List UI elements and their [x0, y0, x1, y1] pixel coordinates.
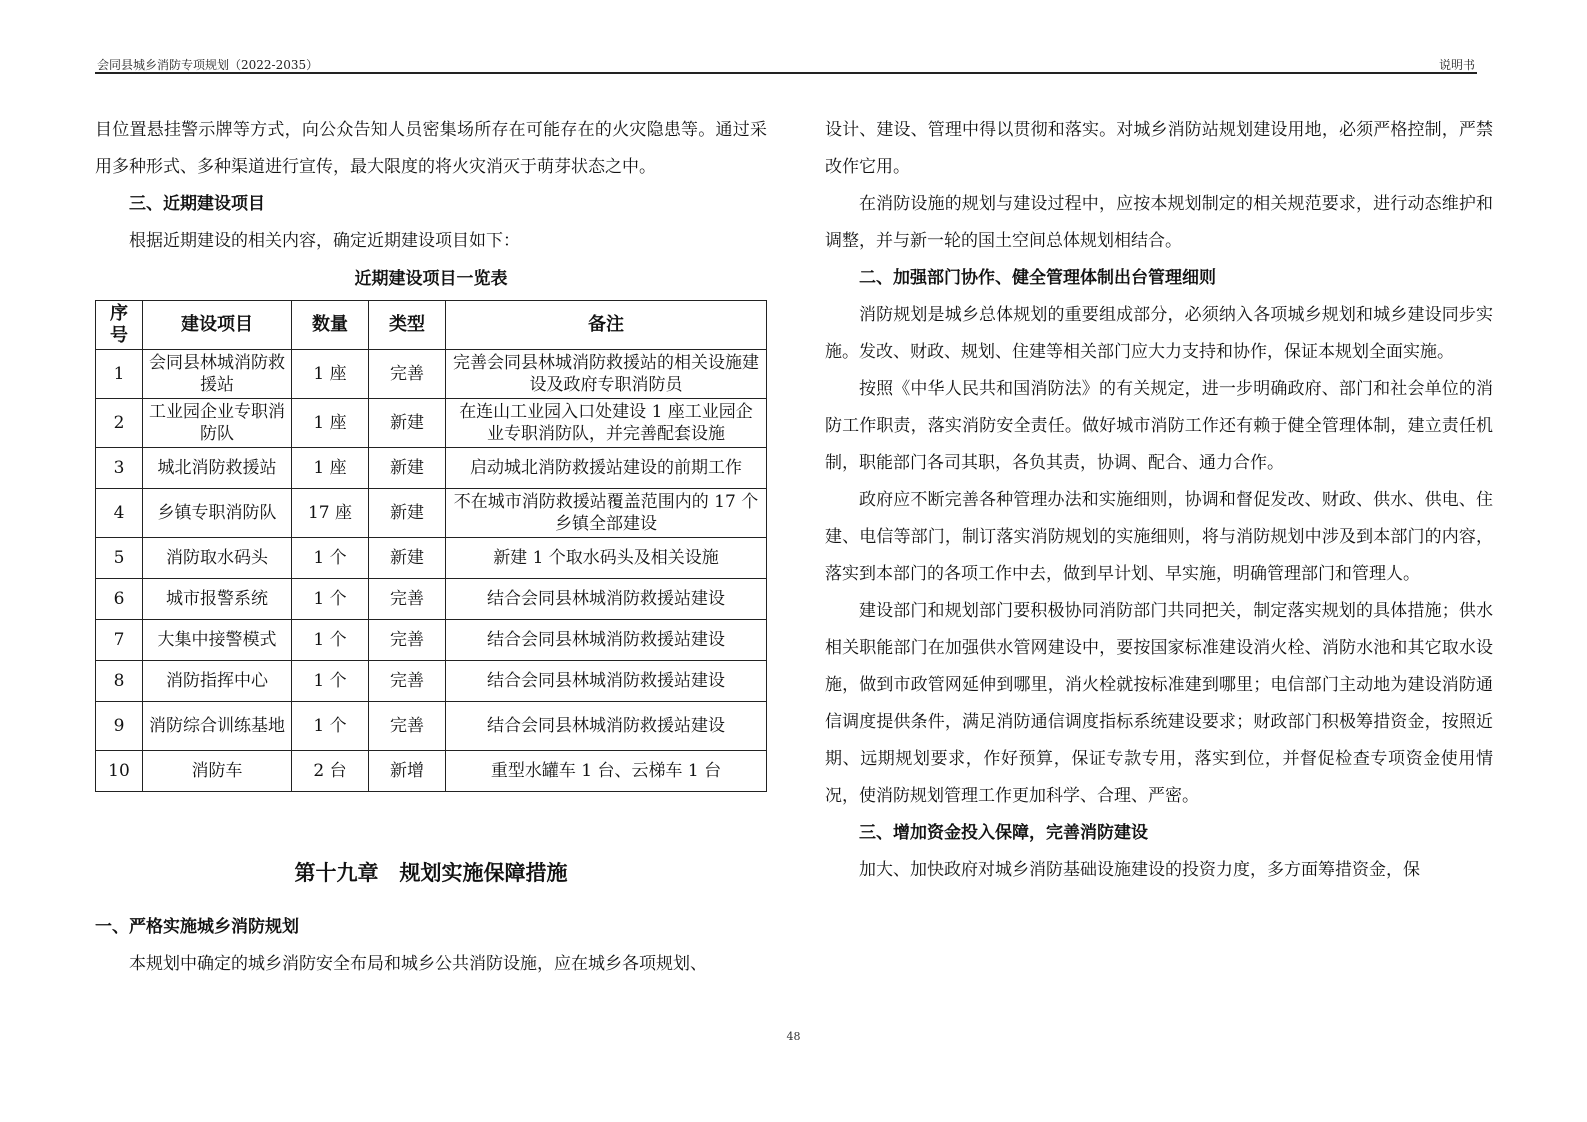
- table-cell: 4: [96, 489, 143, 538]
- table-cell: 1 座: [292, 350, 369, 399]
- table-cell: 1: [96, 350, 143, 399]
- table-header-cell: 类型: [369, 301, 446, 350]
- table-cell: 7: [96, 620, 143, 661]
- table-cell: 大集中接警模式: [143, 620, 292, 661]
- table-cell: 会同县林城消防救援站: [143, 350, 292, 399]
- table-cell: 1 个: [292, 538, 369, 579]
- left-paragraph-3: 本规划中确定的城乡消防安全布局和城乡公共消防设施，应在城乡各项规划、: [129, 954, 707, 974]
- chapter-title: 第十九章 规划实施保障措施: [294, 860, 568, 885]
- table-cell: 9: [96, 702, 143, 751]
- table-cell: 1 个: [292, 620, 369, 661]
- table-row: [96, 350, 767, 399]
- heading-near-term-projects: 三、近期建设项目: [129, 194, 265, 214]
- table-cell: 17 座: [292, 489, 369, 538]
- table-cell: 消防指挥中心: [143, 661, 292, 702]
- right-paragraph-4: 按照《中华人民共和国消防法》的有关规定，进一步明确政府、部门和社会单位的消防工作职责，落实消防安全责任。做好城市消防工作还有赖于健全管理体制，建立责任机制，职能部门各司其职，各负其责，协调、配合、通力合作。: [825, 379, 1493, 473]
- table-cell: 结合会同县林城消防救援站建设: [446, 661, 767, 702]
- table-cell: 工业园企业专职消防队: [143, 399, 292, 448]
- table-row: [96, 620, 767, 661]
- table-cell: 完善: [369, 350, 446, 399]
- table-cell: 消防综合训练基地: [143, 702, 292, 751]
- page-number: 48: [786, 1030, 801, 1043]
- table-row: [96, 579, 767, 620]
- right-paragraph-2: 在消防设施的规划与建设过程中，应按本规划制定的相关规范要求，进行动态维护和调整，并与新一轮的国土空间总体规划相结合。: [825, 194, 1493, 251]
- heading-department-cooperation: 二、加强部门协作、健全管理体制出台管理细则: [859, 268, 1216, 288]
- table-cell: 乡镇专职消防队: [143, 489, 292, 538]
- table-cell: 结合会同县林城消防救援站建设: [446, 579, 767, 620]
- table-row: [96, 702, 767, 751]
- table-cell: 消防取水码头: [143, 538, 292, 579]
- table-cell: 新建: [369, 399, 446, 448]
- right-paragraph-1: 设计、建设、管理中得以贯彻和落实。对城乡消防站规划建设用地，必须严格控制，严禁改作它用。: [825, 120, 1493, 177]
- table-row: [96, 661, 767, 702]
- left-paragraph-1: 目位置悬挂警示牌等方式，向公众告知人员密集场所存在可能存在的火灾隐患等。通过采用多种形式、多种渠道进行宣传，最大限度的将火灾消灭于萌芽状态之中。: [95, 120, 767, 177]
- table-header-cell: 建设项目: [143, 301, 292, 350]
- table-header-cell: 序号: [96, 301, 143, 350]
- table-header-cell: 数量: [292, 301, 369, 350]
- table-cell: 新建: [369, 538, 446, 579]
- header-right-label: 说明书: [1438, 58, 1475, 72]
- table-cell: 5: [96, 538, 143, 579]
- table-cell: 完善: [369, 702, 446, 751]
- table-row: [96, 489, 767, 538]
- heading-funding-guarantee: 三、增加资金投入保障，完善消防建设: [859, 823, 1148, 843]
- right-column: [825, 112, 1493, 889]
- table-cell: 8: [96, 661, 143, 702]
- table-row: [96, 751, 767, 792]
- table-cell: 2: [96, 399, 143, 448]
- right-paragraph-5: 政府应不断完善各种管理办法和实施细则，协调和督促发改、财政、供水、供电、住建、电信等部门，制订落实消防规划的实施细则，将与消防规划中涉及到本部门的内容，落实到本部门的各项工作中去，做到早计划、早实施，明确管理部门和管理人。: [825, 490, 1493, 584]
- table-cell: 重型水罐车 1 台、云梯车 1 台: [446, 751, 767, 792]
- table-cell: 1 个: [292, 579, 369, 620]
- table-cell: 结合会同县林城消防救援站建设: [446, 620, 767, 661]
- table-cell: 10: [96, 751, 143, 792]
- projects-table: [95, 300, 767, 792]
- table-cell: 在连山工业园入口处建设 1 座工业园企业专职消防队，并完善配套设施: [446, 399, 767, 448]
- table-cell: 完善会同县林城消防救援站的相关设施建设及政府专职消防员: [446, 350, 767, 399]
- header-left-title: 会同县城乡消防专项规划（2022-2035）: [97, 58, 319, 72]
- table-cell: 3: [96, 448, 143, 489]
- left-paragraph-2: 根据近期建设的相关内容，确定近期建设项目如下：: [129, 231, 520, 251]
- header-rule: [95, 72, 1477, 74]
- table-row: [96, 399, 767, 448]
- table-cell: 完善: [369, 579, 446, 620]
- table-cell: 1 个: [292, 702, 369, 751]
- table-title: 近期建设项目一览表: [354, 269, 508, 289]
- table-cell: 完善: [369, 661, 446, 702]
- table-cell: 完善: [369, 620, 446, 661]
- table-cell: 新建 1 个取水码头及相关设施: [446, 538, 767, 579]
- table-header-cell: 备注: [446, 301, 767, 350]
- right-paragraph-6: 建设部门和规划部门要积极协同消防部门共同把关，制定落实规划的具体措施；供水相关职能部门在加强供水管网建设中，要按国家标准建设消火栓、消防水池和其它取水设施，做到市政管网延伸到哪里，消火栓就按标准建到哪里；电信部门主动地为建设消防通信调度提供条件，满足消防通信调度指标系统建设要求；财政部门积极筹措资金，按照近期、远期规划要求，作好预算，保证专款专用，落实到位，并督促检查专项资金使用情况，使消防规划管理工作更加科学、合理、严密。: [825, 601, 1493, 806]
- table-row: [96, 448, 767, 489]
- left-column: [95, 112, 767, 983]
- table-cell: 新增: [369, 751, 446, 792]
- table-cell: 城北消防救援站: [143, 448, 292, 489]
- table-cell: 不在城市消防救援站覆盖范围内的 17 个乡镇全部建设: [446, 489, 767, 538]
- table-row: [96, 538, 767, 579]
- table-cell: 结合会同县林城消防救援站建设: [446, 702, 767, 751]
- right-paragraph-7: 加大、加快政府对城乡消防基础设施建设的投资力度，多方面筹措资金，保: [859, 860, 1420, 880]
- heading-strict-implementation: 一、严格实施城乡消防规划: [95, 917, 299, 937]
- table-cell: 消防车: [143, 751, 292, 792]
- table-cell: 2 台: [292, 751, 369, 792]
- table-cell: 1 个: [292, 661, 369, 702]
- table-header-row: [96, 301, 767, 350]
- table-cell: 6: [96, 579, 143, 620]
- right-paragraph-3: 消防规划是城乡总体规划的重要组成部分，必须纳入各项城乡规划和城乡建设同步实施。发改、财政、规划、住建等相关部门应大力支持和协作，保证本规划全面实施。: [825, 305, 1493, 362]
- table-cell: 1 座: [292, 399, 369, 448]
- table-cell: 启动城北消防救援站建设的前期工作: [446, 448, 767, 489]
- table-cell: 新建: [369, 489, 446, 538]
- table-cell: 城市报警系统: [143, 579, 292, 620]
- table-cell: 1 座: [292, 448, 369, 489]
- table-cell: 新建: [369, 448, 446, 489]
